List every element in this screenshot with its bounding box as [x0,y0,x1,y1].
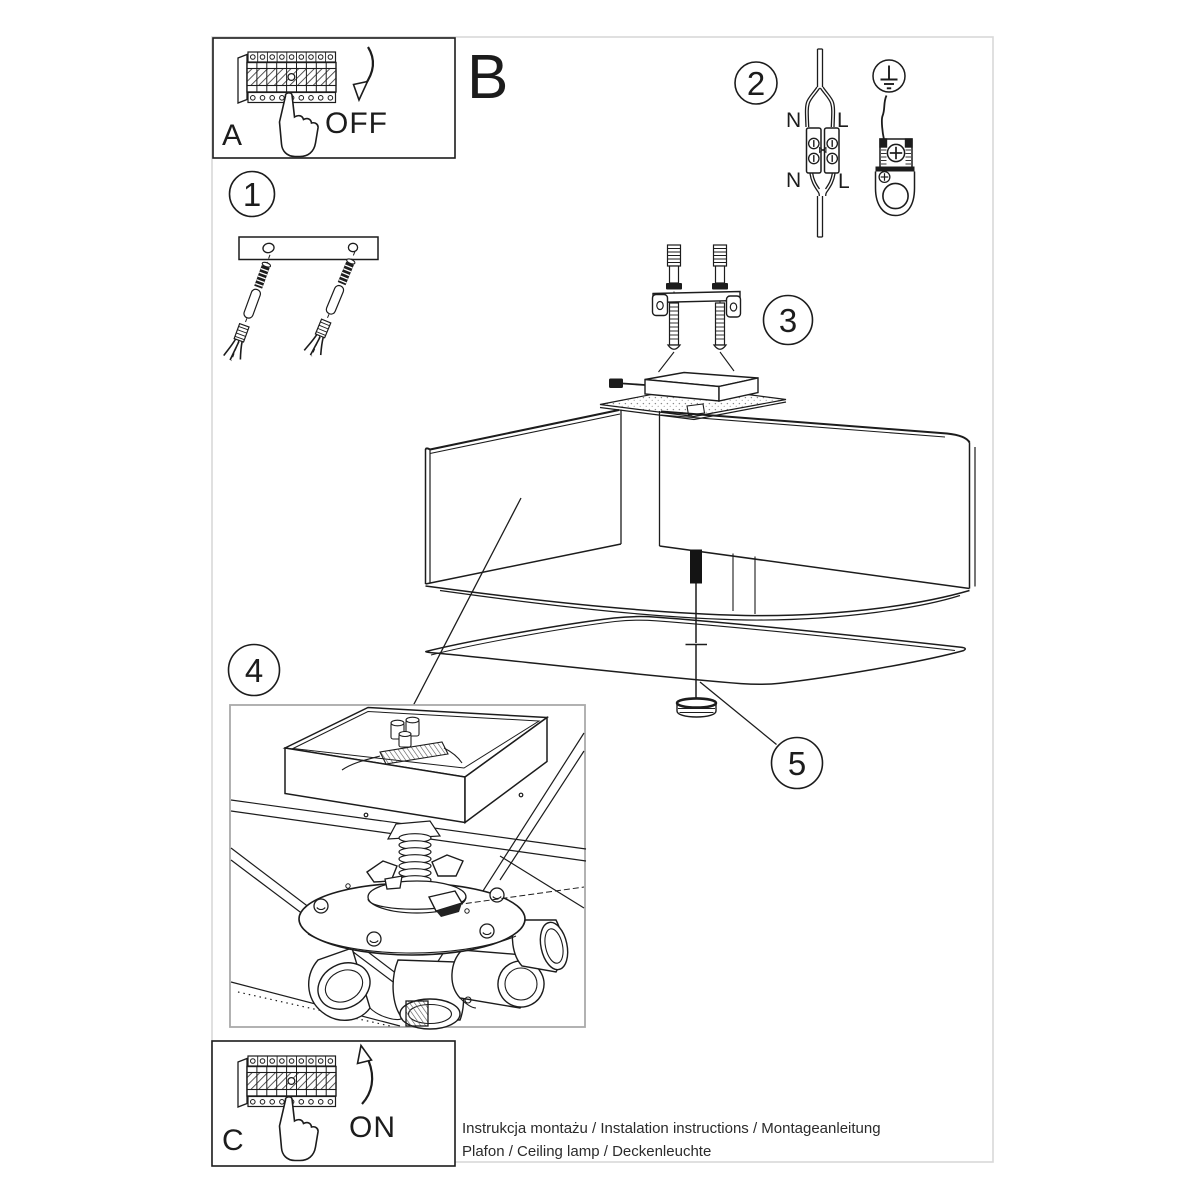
long-screw-right-icon [714,303,726,349]
wire-l-top-label: L [837,109,849,132]
step-3-number: 3 [778,302,798,339]
power-off-panel-figure [213,38,455,158]
box-a-letter: A [222,119,243,152]
long-screw-left-icon [668,303,680,349]
section-b-letter: B [467,43,509,112]
step-1-number: 1 [242,176,262,213]
power-on-panel-figure [212,1041,455,1166]
box-c-letter: C [222,1124,244,1157]
wire-n-top-label: N [786,109,802,132]
wire-l-bottom-label: L [838,170,850,193]
step-2-number: 2 [746,65,766,102]
threaded-rod [690,550,702,584]
on-label: ON [349,1111,396,1144]
wire-n-bottom-label: N [786,169,802,192]
off-label: OFF [325,107,388,140]
footer-line-1: Instrukcja montażu / Instalation instructions / Montageanleitung [462,1120,881,1137]
canopy-side-screw-icon [609,379,623,389]
threaded-tube [406,1001,428,1026]
footer-line-2: Plafon / Ceiling lamp / Deckenleuchte [462,1143,712,1160]
step-4-number: 4 [244,652,264,689]
step-5-number: 5 [787,745,807,782]
